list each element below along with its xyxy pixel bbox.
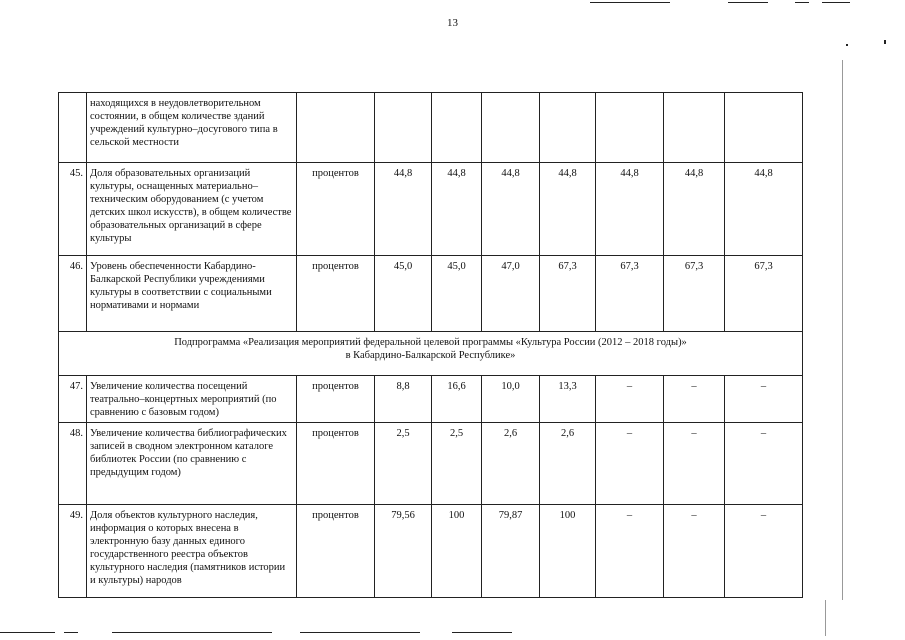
value-cell: 67,3	[725, 256, 803, 332]
table-row	[59, 376, 803, 423]
value-cell: 45,0	[432, 256, 482, 332]
value-cell: 79,56	[375, 505, 432, 598]
unit-cell: процентов	[297, 163, 375, 256]
scan-line	[64, 632, 78, 633]
value-cell: 2,6	[540, 423, 596, 505]
indicators-table	[58, 92, 803, 598]
row-number: 45.	[59, 163, 87, 256]
value-cell: –	[664, 376, 725, 423]
value-cell	[596, 93, 664, 163]
value-cell: –	[596, 376, 664, 423]
value-cell: 67,3	[540, 256, 596, 332]
value-cell	[664, 93, 725, 163]
scan-dot	[846, 44, 848, 46]
value-cell: 67,3	[596, 256, 664, 332]
value-cell: 2,5	[432, 423, 482, 505]
value-cell: 67,3	[664, 256, 725, 332]
scan-line	[0, 632, 55, 633]
page-number: 13	[447, 17, 458, 29]
table-row	[59, 93, 803, 163]
subprogram-title-line2: в Кабардино-Балкарской Республике»	[345, 350, 516, 361]
value-cell: 44,8	[540, 163, 596, 256]
indicator-name: Увеличение количества посещений театрально–концертных мероприятий (по сравнению с базовым годом)	[87, 376, 297, 423]
value-cell: 44,8	[596, 163, 664, 256]
unit-cell: процентов	[297, 376, 375, 423]
subprogram-row	[59, 332, 803, 376]
table-body-top	[59, 93, 803, 332]
value-cell: –	[725, 505, 803, 598]
scan-edge-line	[842, 60, 843, 600]
value-cell: 2,5	[375, 423, 432, 505]
indicator-name: Доля образовательных организаций культуры, оснащенных материально–техническим оборудованием (с учетом детских школ искусств), в общем количестве образовательных организаций в сфере культуры	[87, 163, 297, 256]
value-cell: 100	[432, 505, 482, 598]
scan-line	[822, 2, 850, 3]
scan-dot	[884, 40, 886, 44]
value-cell: –	[725, 376, 803, 423]
table-body-bottom	[59, 376, 803, 598]
value-cell: –	[596, 423, 664, 505]
value-cell: –	[664, 505, 725, 598]
unit-cell: процентов	[297, 423, 375, 505]
indicator-name: Доля объектов культурного наследия, информация о которых внесена в электронную базу данных единого государственного реестра объектов культурного наследия (памятников истории и культуры) народов	[87, 505, 297, 598]
indicator-name: Уровень обеспеченности Кабардино-Балкарской Республики учреждениями культуры в соответствии с социальными нормативами и нормами	[87, 256, 297, 332]
value-cell	[482, 93, 540, 163]
value-cell: 47,0	[482, 256, 540, 332]
value-cell: 100	[540, 505, 596, 598]
row-number: 47.	[59, 376, 87, 423]
value-cell: 2,6	[482, 423, 540, 505]
subprogram-title	[59, 332, 803, 376]
indicator-name: Увеличение количества библиографических записей в сводном электронном каталоге библиотек России (по сравнению с предыдущим годом)	[87, 423, 297, 505]
value-cell	[432, 93, 482, 163]
row-number: 46.	[59, 256, 87, 332]
scan-line	[590, 2, 670, 3]
value-cell	[540, 93, 596, 163]
unit-cell: процентов	[297, 505, 375, 598]
scan-edge-line	[825, 600, 826, 636]
value-cell: 44,8	[432, 163, 482, 256]
table-row	[59, 505, 803, 598]
value-cell: –	[596, 505, 664, 598]
value-cell: 79,87	[482, 505, 540, 598]
scan-line	[452, 632, 512, 633]
value-cell: 45,0	[375, 256, 432, 332]
value-cell: 8,8	[375, 376, 432, 423]
row-number	[59, 93, 87, 163]
value-cell: 16,6	[432, 376, 482, 423]
table-row	[59, 256, 803, 332]
value-cell: 44,8	[375, 163, 432, 256]
value-cell	[375, 93, 432, 163]
indicator-name: находящихся в неудовлетворительном состоянии, в общем количестве зданий учреждений культурно–досугового типа в сельской местности	[87, 93, 297, 163]
value-cell: 44,8	[664, 163, 725, 256]
value-cell: 13,3	[540, 376, 596, 423]
scan-line	[728, 2, 768, 3]
row-number: 49.	[59, 505, 87, 598]
scan-line	[795, 2, 809, 3]
value-cell: –	[664, 423, 725, 505]
value-cell	[725, 93, 803, 163]
unit-cell: процентов	[297, 256, 375, 332]
value-cell: 44,8	[482, 163, 540, 256]
table-row	[59, 423, 803, 505]
row-number: 48.	[59, 423, 87, 505]
value-cell: –	[725, 423, 803, 505]
subprogram-title-line1: Подпрограмма «Реализация мероприятий федеральной целевой программы «Культура России (2012 – 2018 годы)»	[174, 337, 687, 348]
scan-line	[300, 632, 420, 633]
unit-cell	[297, 93, 375, 163]
value-cell: 44,8	[725, 163, 803, 256]
table-row	[59, 163, 803, 256]
scan-line	[112, 632, 272, 633]
subprogram-section	[59, 332, 803, 376]
value-cell: 10,0	[482, 376, 540, 423]
